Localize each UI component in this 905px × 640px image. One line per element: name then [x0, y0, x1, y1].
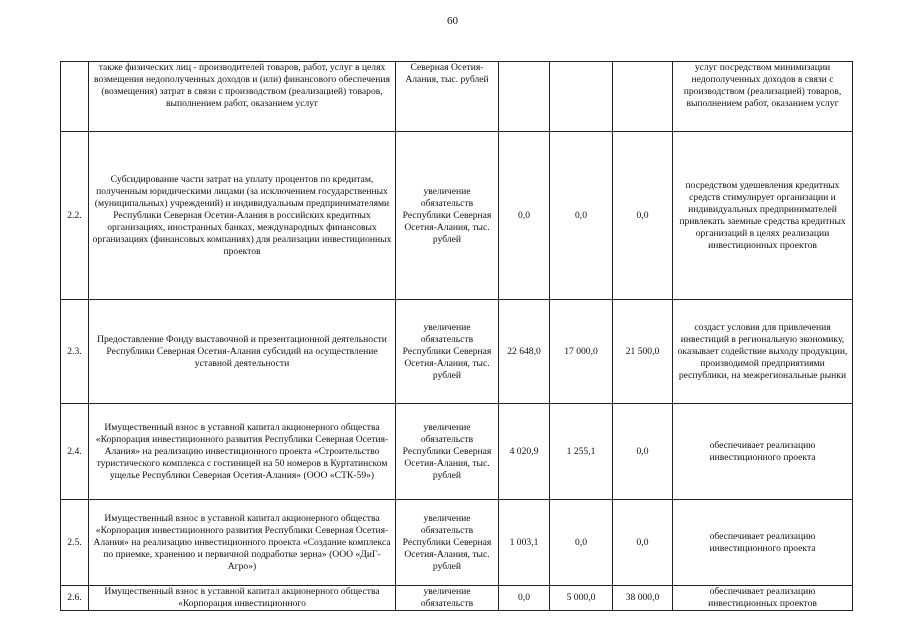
- table-row: [61, 300, 853, 404]
- row-number: [61, 62, 89, 132]
- measure-unit: увеличение обязательств Республики Северная Осетия-Алания, тыс. рублей: [396, 300, 499, 404]
- value-year-1: 0,0: [499, 132, 550, 300]
- table-row: [61, 500, 853, 586]
- measure-unit: увеличение обязательств: [396, 586, 499, 611]
- measure-result: создаст условия для привлечения инвестиций в региональную экономику, оказывает содействие выходу продукции, производимой предприятиями республики, на межрегиональные рынки: [673, 300, 853, 404]
- measure-unit: увеличение обязательств Республики Северная Осетия-Алания, тыс. рублей: [396, 404, 499, 500]
- measure-result: обеспечивает реализацию инвестиционного проекта: [673, 404, 853, 500]
- measure-unit: Северная Осетия-Алания, тыс. рублей: [396, 62, 499, 132]
- row-number: 2.5.: [61, 500, 89, 586]
- value-year-2: 5 000,0: [550, 586, 613, 611]
- value-year-3: [613, 62, 673, 132]
- measure-description: Предоставление Фонду выставочной и презентационной деятельности Республики Северная Осетия-Алания субсидий на осуществление уставной деятельности: [89, 300, 396, 404]
- value-year-2: 17 000,0: [550, 300, 613, 404]
- measure-result: обеспечивает реализацию инвестиционных проектов: [673, 586, 853, 611]
- row-number: 2.3.: [61, 300, 89, 404]
- measure-unit: увеличение обязательств Республики Северная Осетия-Алания, тыс. рублей: [396, 132, 499, 300]
- value-year-1: 4 020,9: [499, 404, 550, 500]
- value-year-3: 0,0: [613, 404, 673, 500]
- value-year-3: 21 500,0: [613, 300, 673, 404]
- table-row: [61, 62, 853, 132]
- value-year-3: 0,0: [613, 500, 673, 586]
- measure-description: Субсидирование части затрат на уплату процентов по кредитам, полученным юридическими лицами (за исключением государственных (муниципальных) учреждений) и индивидуальным предпринимателями Республики Северная Осетия-Алания в российских кредитных организациях, иностранных банках, международных финансовых организациях (финансовых компаниях) для реализации инвестиционных проектов: [89, 132, 396, 300]
- row-number: 2.2.: [61, 132, 89, 300]
- measure-description: Имущественный взнос в уставной капитал акционерного общества «Корпорация инвестиционного развития Республики Северная Осетия-Алания» на реализацию инвестиционного проекта «Строительство туристического комплекса с гостиницей на 50 номеров в Куртатинском ущелье Республики Северная Осетия-Алания» (ООО «СТК-59»): [89, 404, 396, 500]
- value-year-2: 0,0: [550, 500, 613, 586]
- value-year-1: 0,0: [499, 586, 550, 611]
- measure-result: посредством удешевления кредитных средств стимулирует организации и индивидуальных предпринимателей привлекать заемные средства кредитных организаций в целях реализации инвестиционных проектов: [673, 132, 853, 300]
- table-row: [61, 404, 853, 500]
- table-row: [61, 586, 853, 611]
- value-year-2: 1 255,1: [550, 404, 613, 500]
- measures-table: [60, 61, 853, 611]
- row-number: 2.6.: [61, 586, 89, 611]
- measure-result: услуг посредством минимизации недополученных доходов в связи с производством (реализацией) товаров, выполнением работ, оказанием услуг: [673, 62, 853, 132]
- measure-description: также физических лиц - производителей товаров, работ, услуг в целях возмещения недополученных доходов и (или) финансового обеспечения (возмещения) затрат в связи с производством (реализацией) товаров, выполнением работ, оказанием услуг: [89, 62, 396, 132]
- measure-description: Имущественный взнос в уставной капитал акционерного общества «Корпорация инвестиционного развития Республики Северная Осетия-Алания» на реализацию инвестиционного проекта «Создание комплекса по приемке, хранению и первичной подработке зерна» (ООО «ДиГ-Агро»): [89, 500, 396, 586]
- value-year-1: 22 648,0: [499, 300, 550, 404]
- value-year-1: 1 003,1: [499, 500, 550, 586]
- measure-result: обеспечивает реализацию инвестиционного проекта: [673, 500, 853, 586]
- row-number: 2.4.: [61, 404, 89, 500]
- measure-unit: увеличение обязательств Республики Северная Осетия-Алания, тыс. рублей: [396, 500, 499, 586]
- value-year-3: 0,0: [613, 132, 673, 300]
- value-year-1: [499, 62, 550, 132]
- value-year-2: [550, 62, 613, 132]
- value-year-2: 0,0: [550, 132, 613, 300]
- table-row: [61, 132, 853, 300]
- measure-description: Имущественный взнос в уставной капитал акционерного общества «Корпорация инвестиционного: [89, 586, 396, 611]
- value-year-3: 38 000,0: [613, 586, 673, 611]
- page-number: 60: [447, 15, 458, 27]
